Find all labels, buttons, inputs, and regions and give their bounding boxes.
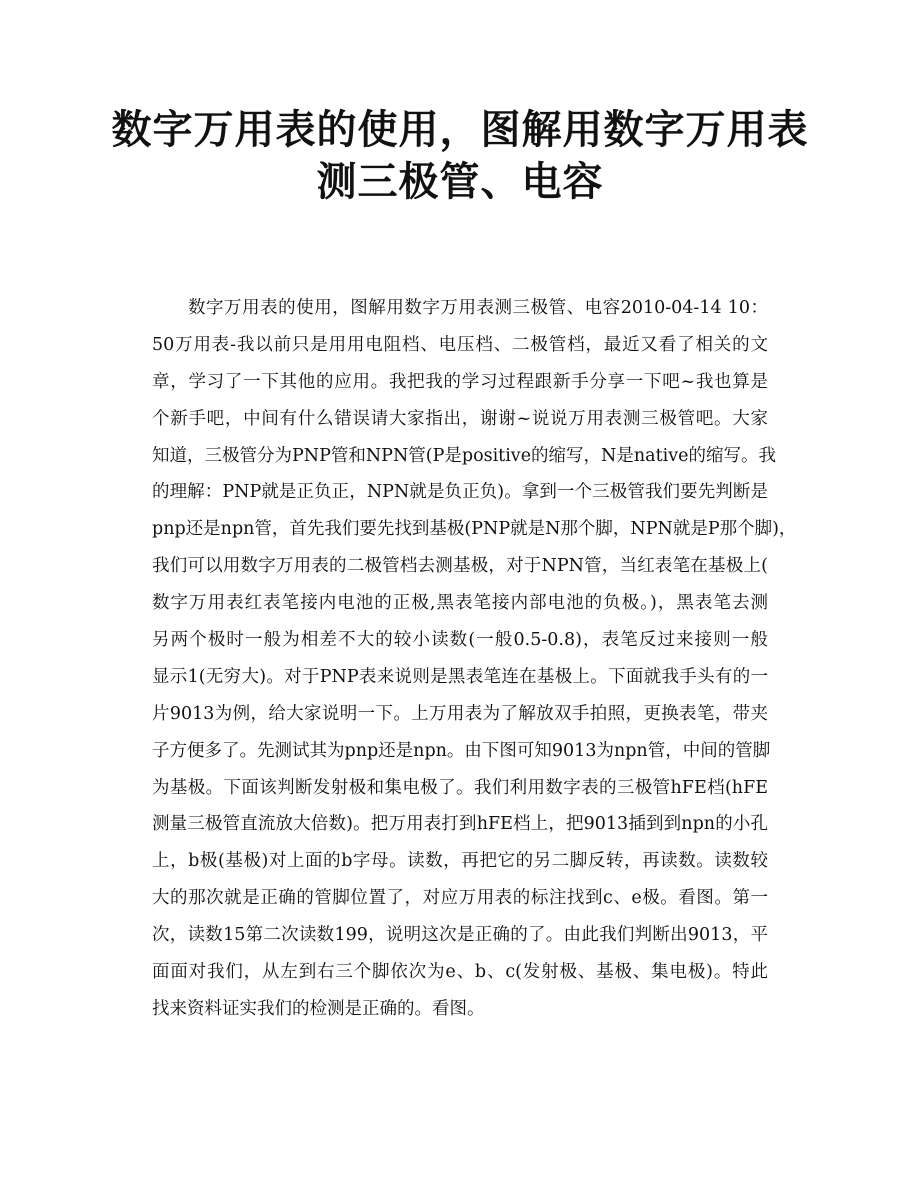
- body-line: 知道，三极管分为PNP管和NPN管(P是positive的缩写，N是native的缩写。我: [152, 445, 776, 466]
- body-line: 章，学习了一下其他的应用。我把我的学习过程跟新手分享一下吧~我也算是: [152, 371, 768, 392]
- body-line: 的理解：PNP就是正负正，NPN就是负正负)。拿到一个三极管我们要先判断是: [152, 482, 768, 503]
- body-line: 个新手吧，中间有什么错误请大家指出，谢谢~说说万用表测三极管吧。大家: [152, 408, 768, 429]
- title-line-2: 测三极管、电容: [316, 158, 604, 205]
- body-line: 测量三极管直流放大倍数)。把万用表打到hFE档上，把9013插到到npn的小孔: [152, 814, 768, 835]
- body-line: 上，b极(基极)对上面的b字母。读数，再把它的另二脚反转，再读数。读数较: [152, 851, 768, 872]
- body-line: 大的那次就是正确的管脚位置了，对应万用表的标注找到c、e极。看图。第一: [152, 888, 768, 909]
- body-line: 片9013为例，给大家说明一下。上万用表为了解放双手拍照，更换表笔，带夹: [152, 703, 768, 724]
- title-line-1: 数字万用表的使用，图解用数字万用表: [111, 106, 809, 153]
- body-line: 显示1(无穷大)。对于PNP表来说则是黑表笔连在基极上。下面就我手头有的一: [152, 666, 768, 687]
- document-title: [0, 104, 920, 208]
- body-line: 我们可以用数字万用表的二极管档去测基极，对于NPN管，当红表笔在基极上(: [152, 556, 768, 577]
- body-line: 次，读数15第二次读数199，说明这次是正确的了。由此我们判断出9013，平: [152, 925, 768, 946]
- body-line: 找来资料证实我们的检测是正确的。看图。: [152, 998, 485, 1019]
- body-line: 数字万用表的使用，图解用数字万用表测三极管、电容2010-04-14 10：: [188, 298, 768, 318]
- body-line: pnp还是npn管，首先我们要先找到基极(PNP就是N那个脚，NPN就是P那个脚)，: [152, 519, 797, 540]
- body-line: 数字万用表红表笔接内电池的正极,黑表笔接内部电池的负极。)，黑表笔去测: [152, 593, 768, 614]
- body-line: 为基极。下面该判断发射极和集电极了。我们利用数字表的三极管hFE档(hFE: [152, 777, 768, 798]
- body-line: 50万用表-我以前只是用用电阻档、电压档、二极管档，最近又看了相关的文: [152, 334, 768, 355]
- body-line: 子方便多了。先测试其为pnp还是npn。由下图可知9013为npn管，中间的管脚: [152, 740, 771, 761]
- body-line: 另两个极时一般为相差不大的较小读数(一般0.5-0.8)，表笔反过来接则一般: [152, 630, 768, 651]
- document-body: [152, 290, 797, 1028]
- body-line: 面面对我们，从左到右三个脚依次为e、b、c(发射极、基极、集电极)。特此: [152, 962, 768, 983]
